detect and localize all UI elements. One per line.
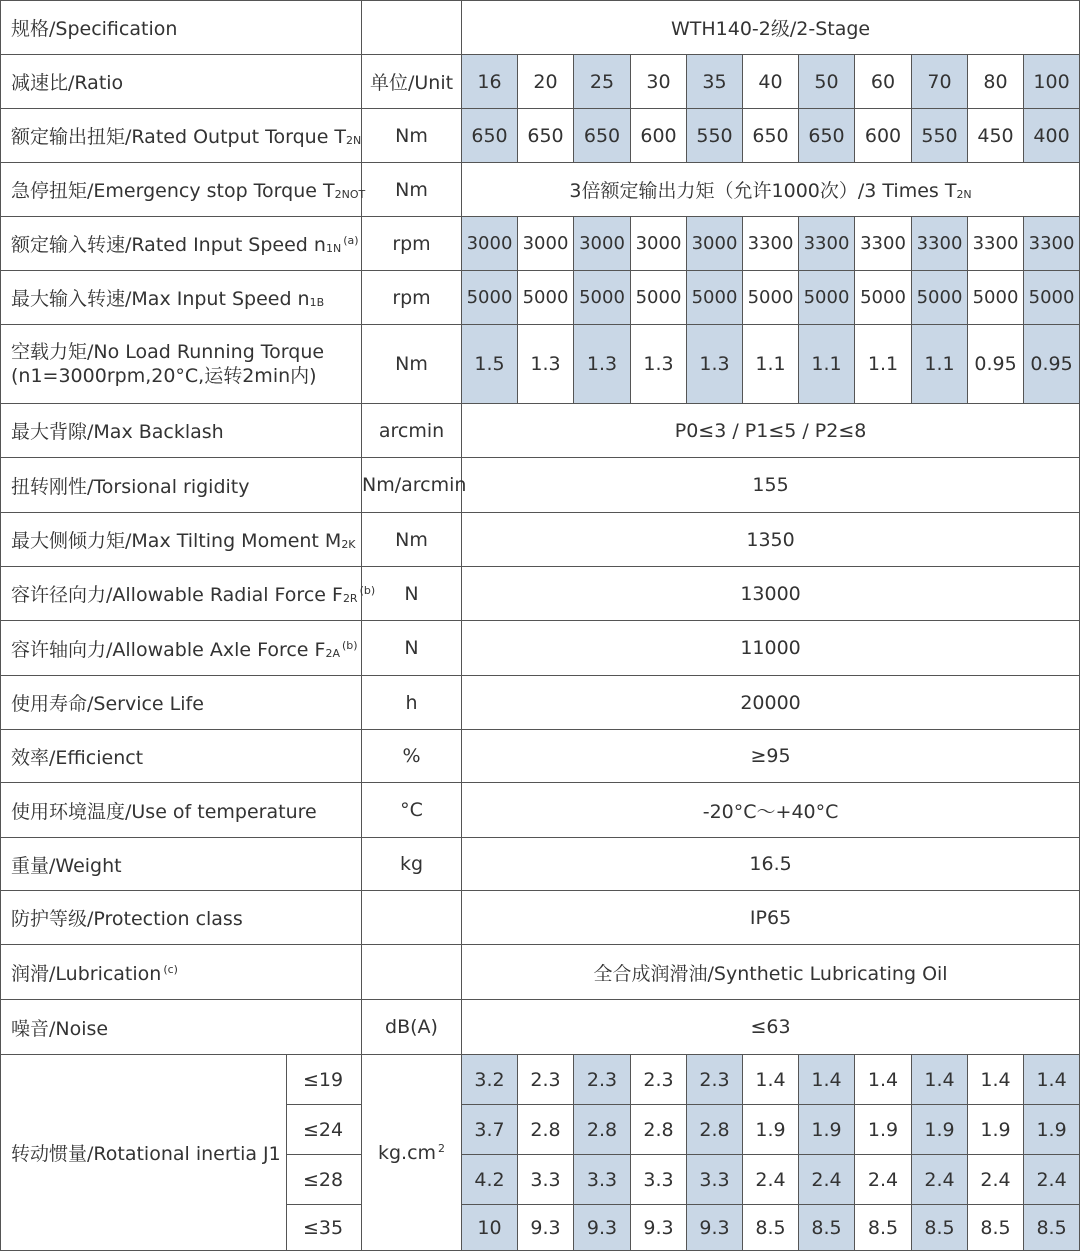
speed-cell: 3000 [687, 217, 743, 271]
inertia-cell: 2.4 [968, 1155, 1024, 1205]
rated-torque-label: 额定输出扭矩/Rated Output Torque $T_{2N}$ [1, 109, 362, 163]
lubrication-label: 润滑/Lubrication $^{(c)}$ [1, 945, 362, 1000]
torque-cell: 650 [743, 109, 799, 163]
inertia-cell: 1.4 [743, 1055, 799, 1105]
no-load-cell: 1.3 [518, 325, 574, 404]
radial-value: 13000 [462, 567, 1080, 621]
backlash-value: P0≤3 / P1≤5 / P2≤8 [462, 404, 1080, 458]
radial-label: 容许径向力/Allowable Radial Force $F_{2R}^{(b)}$ [1, 567, 362, 621]
inertia-size: ≤28 [287, 1155, 362, 1205]
spec-label: 规格/Specification [1, 1, 362, 55]
torque-cell: 550 [687, 109, 743, 163]
rigidity-unit: Nm/arcmin [362, 458, 462, 513]
axial-unit: N [362, 621, 462, 676]
speed-cell: 3300 [799, 217, 855, 271]
tilting-unit: Nm [362, 513, 462, 567]
ratio-row [1, 55, 1080, 109]
inertia-cell: 1.9 [1024, 1105, 1080, 1155]
emergency-torque-label: 急停扭矩/Emergency stop Torque $T_{2NOT}$ [1, 163, 362, 217]
no-load-unit: Nm [362, 325, 462, 404]
noise-label: 噪音/Noise [1, 1000, 362, 1055]
max-speed-cell: 5000 [1024, 271, 1080, 325]
inertia-cell: 3.7 [462, 1105, 518, 1155]
efficiency-value: ≥95 [462, 730, 1080, 783]
max-speed-cell: 5000 [912, 271, 968, 325]
inertia-cell: 2.8 [631, 1105, 687, 1155]
weight-label: 重量/Weight [1, 838, 362, 891]
ratio-label: 减速比/Ratio [1, 55, 362, 109]
inertia-cell: 1.4 [1024, 1055, 1080, 1105]
inertia-cell: 10 [462, 1205, 518, 1251]
weight-value: 16.5 [462, 838, 1080, 891]
weight-row [1, 838, 1080, 891]
rated-torque-unit: Nm [362, 109, 462, 163]
inertia-cell: 8.5 [855, 1205, 912, 1251]
torque-cell: 650 [799, 109, 855, 163]
life-value: 20000 [462, 676, 1080, 730]
inertia-cell: 3.3 [687, 1155, 743, 1205]
rated-speed-label: 额定输入转速/Rated Input Speed $n_{1N}^{(a)}$ [1, 217, 362, 271]
inertia-cell: 1.9 [799, 1105, 855, 1155]
inertia-size: ≤19 [287, 1055, 362, 1105]
backlash-unit: arcmin [362, 404, 462, 458]
inertia-cell: 2.8 [518, 1105, 574, 1155]
inertia-cell: 4.2 [462, 1155, 518, 1205]
inertia-cell: 8.5 [968, 1205, 1024, 1251]
speed-cell: 3300 [855, 217, 912, 271]
inertia-cell: 2.4 [912, 1155, 968, 1205]
inertia-cell: 2.8 [574, 1105, 631, 1155]
lubrication-unit [362, 945, 462, 1000]
ratio-cell: 40 [743, 55, 799, 109]
torque-cell: 550 [912, 109, 968, 163]
inertia-cell: 1.4 [968, 1055, 1024, 1105]
backlash-row [1, 404, 1080, 458]
efficiency-label: 效率/Efficienct [1, 730, 362, 783]
torque-cell: 600 [855, 109, 912, 163]
rigidity-value: 155 [462, 458, 1080, 513]
inertia-cell: 8.5 [799, 1205, 855, 1251]
speed-cell: 3300 [912, 217, 968, 271]
speed-cell: 3000 [631, 217, 687, 271]
speed-cell: 3300 [743, 217, 799, 271]
inertia-cell: 1.9 [912, 1105, 968, 1155]
axial-label: 容许轴向力/Allowable Axle Force $F_{2A}^{(b)}$ [1, 621, 362, 676]
inertia-cell: 9.3 [687, 1205, 743, 1251]
no-load-cell: 1.3 [574, 325, 631, 404]
protection-value: IP65 [462, 891, 1080, 945]
radial-unit: N [362, 567, 462, 621]
axial-row [1, 621, 1080, 676]
inertia-cell: 1.4 [799, 1055, 855, 1105]
life-row [1, 676, 1080, 730]
inertia-cell: 2.3 [574, 1055, 631, 1105]
temperature-value: -20°C～+40°C [462, 783, 1080, 838]
spec-unit-empty [362, 1, 462, 55]
inertia-cell: 3.3 [518, 1155, 574, 1205]
rated-torque-row [1, 109, 1080, 163]
max-speed-cell: 5000 [574, 271, 631, 325]
rated-speed-row [1, 217, 1080, 271]
torque-cell: 600 [631, 109, 687, 163]
max-speed-cell: 5000 [631, 271, 687, 325]
lubrication-row [1, 945, 1080, 1000]
no-load-cell: 1.1 [855, 325, 912, 404]
inertia-cell: 2.3 [687, 1055, 743, 1105]
max-speed-cell: 5000 [743, 271, 799, 325]
temperature-unit: °C [362, 783, 462, 838]
inertia-cell: 8.5 [743, 1205, 799, 1251]
no-load-cell: 1.3 [631, 325, 687, 404]
spec-row [1, 1, 1080, 55]
life-unit: h [362, 676, 462, 730]
inertia-unit: kg.cm $^2$ [362, 1055, 462, 1251]
rigidity-row [1, 458, 1080, 513]
speed-cell: 3000 [518, 217, 574, 271]
inertia-size: ≤24 [287, 1105, 362, 1155]
lubrication-value: 全合成润滑油/Synthetic Lubricating Oil [462, 945, 1080, 1000]
protection-label: 防护等级/Protection class [1, 891, 362, 945]
inertia-cell: 2.4 [855, 1155, 912, 1205]
emergency-torque-row [1, 163, 1080, 217]
inertia-cell: 2.8 [687, 1105, 743, 1155]
backlash-label: 最大背隙/Max Backlash [1, 404, 362, 458]
ratio-cell: 100 [1024, 55, 1080, 109]
ratio-cell: 35 [687, 55, 743, 109]
no-load-label: 空载力矩/No Load Running Torque (n1=3000rpm,20°C,运转2min内) [1, 325, 362, 404]
inertia-row [1, 1055, 1080, 1105]
weight-unit: kg [362, 838, 462, 891]
efficiency-row [1, 730, 1080, 783]
max-speed-unit: rpm [362, 271, 462, 325]
torque-cell: 650 [518, 109, 574, 163]
ratio-cell: 60 [855, 55, 912, 109]
inertia-cell: 1.9 [968, 1105, 1024, 1155]
speed-cell: 3300 [1024, 217, 1080, 271]
emergency-torque-value: 3倍额定输出力矩（允许1000次）/3 Times $T_{2N}$ [462, 163, 1080, 217]
no-load-cell: 1.1 [912, 325, 968, 404]
speed-cell: 3000 [462, 217, 518, 271]
inertia-cell: 1.9 [743, 1105, 799, 1155]
axial-value: 11000 [462, 621, 1080, 676]
max-speed-cell: 5000 [968, 271, 1024, 325]
no-load-row [1, 325, 1080, 404]
rigidity-label: 扭转刚性/Torsional rigidity [1, 458, 362, 513]
inertia-cell: 2.3 [518, 1055, 574, 1105]
torque-cell: 650 [462, 109, 518, 163]
noise-row [1, 1000, 1080, 1055]
no-load-cell: 1.5 [462, 325, 518, 404]
torque-cell: 450 [968, 109, 1024, 163]
noise-unit: dB(A) [362, 1000, 462, 1055]
ratio-cell: 70 [912, 55, 968, 109]
ratio-cell: 50 [799, 55, 855, 109]
inertia-cell: 2.4 [1024, 1155, 1080, 1205]
inertia-cell: 3.2 [462, 1055, 518, 1105]
max-speed-cell: 5000 [687, 271, 743, 325]
speed-cell: 3000 [574, 217, 631, 271]
inertia-size: ≤35 [287, 1205, 362, 1251]
inertia-cell: 1.4 [912, 1055, 968, 1105]
radial-row [1, 567, 1080, 621]
no-load-cell: 1.1 [743, 325, 799, 404]
inertia-cell: 3.3 [631, 1155, 687, 1205]
noise-value: ≤63 [462, 1000, 1080, 1055]
no-load-cell: 0.95 [1024, 325, 1080, 404]
ratio-cell: 30 [631, 55, 687, 109]
emergency-torque-unit: Nm [362, 163, 462, 217]
tilting-label: 最大侧倾力矩/Max Tilting Moment $M_{2K}$ [1, 513, 362, 567]
efficiency-unit: % [362, 730, 462, 783]
ratio-cell: 16 [462, 55, 518, 109]
rated-speed-unit: rpm [362, 217, 462, 271]
model-name: WTH140-2级/2-Stage [462, 1, 1080, 55]
max-speed-cell: 5000 [462, 271, 518, 325]
inertia-cell: 1.9 [855, 1105, 912, 1155]
inertia-cell: 2.4 [799, 1155, 855, 1205]
torque-cell: 400 [1024, 109, 1080, 163]
inertia-cell: 9.3 [631, 1205, 687, 1251]
ratio-cell: 20 [518, 55, 574, 109]
temperature-row [1, 783, 1080, 838]
max-speed-cell: 5000 [799, 271, 855, 325]
torque-cell: 650 [574, 109, 631, 163]
inertia-cell: 1.4 [855, 1055, 912, 1105]
speed-cell: 3300 [968, 217, 1024, 271]
inertia-cell: 2.4 [743, 1155, 799, 1205]
tilting-row [1, 513, 1080, 567]
no-load-cell: 1.1 [799, 325, 855, 404]
life-label: 使用寿命/Service Life [1, 676, 362, 730]
inertia-cell: 2.3 [631, 1055, 687, 1105]
max-speed-row [1, 271, 1080, 325]
no-load-cell: 1.3 [687, 325, 743, 404]
max-speed-label: 最大输入转速/Max Input Speed $n_{1B}$ [1, 271, 362, 325]
ratio-cell: 80 [968, 55, 1024, 109]
max-speed-cell: 5000 [518, 271, 574, 325]
inertia-cell: 9.3 [518, 1205, 574, 1251]
unit-header: 单位/Unit [362, 55, 462, 109]
inertia-cell: 3.3 [574, 1155, 631, 1205]
temperature-label: 使用环境温度/Use of temperature [1, 783, 362, 838]
protection-unit [362, 891, 462, 945]
tilting-value: 1350 [462, 513, 1080, 567]
inertia-cell: 9.3 [574, 1205, 631, 1251]
inertia-cell: 8.5 [912, 1205, 968, 1251]
inertia-label: 转动惯量/Rotational inertia J1 [1, 1055, 287, 1251]
no-load-cell: 0.95 [968, 325, 1024, 404]
max-speed-cell: 5000 [855, 271, 912, 325]
protection-row [1, 891, 1080, 945]
ratio-cell: 25 [574, 55, 631, 109]
inertia-cell: 8.5 [1024, 1205, 1080, 1251]
